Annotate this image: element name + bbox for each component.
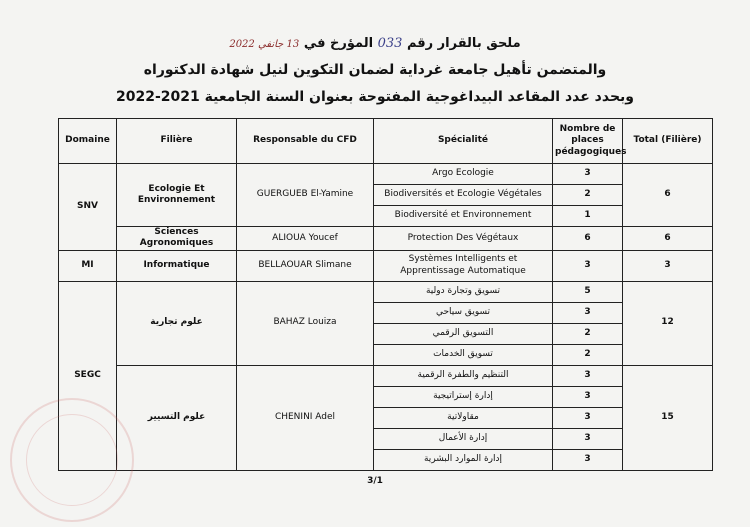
specialite-cell: إدارة إستراتيجية — [374, 386, 553, 407]
specialite-cell: إدارة الأعمال — [374, 428, 553, 449]
annex-label: ملحق بالقرار رقم — [406, 36, 521, 51]
col-domaine: Domaine — [59, 119, 117, 164]
places-cell: 2 — [553, 185, 623, 206]
places-cell: 1 — [553, 206, 623, 227]
total-cell: 6 — [623, 227, 713, 251]
total-cell: 12 — [623, 281, 713, 365]
col-responsable: Responsable du CFD — [237, 119, 374, 164]
specialite-cell: Argo Ecologie — [374, 164, 553, 185]
places-cell: 6 — [553, 227, 623, 251]
col-places: Nombre de places pédagogiques — [553, 119, 623, 164]
col-total: Total (Filière) — [623, 119, 713, 164]
doctoral-places-table — [58, 118, 713, 471]
domaine-cell: SEGC — [59, 281, 117, 470]
header-line-3: وبحدد عدد المقاعد البيداغوجية المفتوحة بعنوان السنة الجامعية 2021-2022 — [115, 89, 634, 105]
filiere-cell: Informatique — [117, 250, 237, 281]
responsable-cell: GUERGUEB El-Yamine — [237, 164, 374, 227]
places-cell: 3 — [553, 428, 623, 449]
places-cell: 3 — [553, 164, 623, 185]
page-number: 3/1 — [367, 476, 383, 486]
places-cell: 3 — [553, 449, 623, 470]
header-line-2: والمتضمن تأهيل جامعة غرداية لضمان التكوين لنيل شهادة الدكتوراه — [143, 62, 607, 78]
table-row — [59, 281, 713, 302]
places-cell: 2 — [553, 344, 623, 365]
decision-number: 033 — [377, 36, 403, 51]
responsable-cell: CHENINI Adel — [237, 365, 374, 470]
header-line-1 — [0, 36, 750, 51]
table-row — [59, 250, 713, 281]
total-cell: 3 — [623, 250, 713, 281]
specialite-cell: إدارة الموارد البشرية — [374, 449, 553, 470]
official-seal — [10, 398, 134, 522]
specialite-cell: Protection Des Végétaux — [374, 227, 553, 251]
dated-label: المؤرخ في — [303, 36, 374, 51]
col-filiere: Filière — [117, 119, 237, 164]
specialite-cell: مقاولاتية — [374, 407, 553, 428]
filiere-cell: علوم تجارية — [117, 281, 237, 365]
filiere-cell: Ecologie Et Environnement — [117, 164, 237, 227]
domaine-cell: MI — [59, 250, 117, 281]
places-cell: 3 — [553, 250, 623, 281]
filiere-cell: علوم التسيير — [117, 365, 237, 470]
places-cell: 2 — [553, 323, 623, 344]
responsable-cell: BELLAOUAR Slimane — [237, 250, 374, 281]
table-row — [59, 164, 713, 185]
places-cell: 3 — [553, 365, 623, 386]
total-cell: 6 — [623, 164, 713, 227]
specialite-cell: تسويق الخدمات — [374, 344, 553, 365]
table-row — [59, 227, 713, 251]
places-cell: 3 — [553, 407, 623, 428]
specialite-cell: Systèmes Intelligents et Apprentissage Automatique — [374, 250, 553, 281]
places-cell: 3 — [553, 302, 623, 323]
responsable-cell: ALIOUA Youcef — [237, 227, 374, 251]
table-row — [59, 365, 713, 386]
specialite-cell: Biodiversités et Ecologie Végétales — [374, 185, 553, 206]
col-specialite: Spécialité — [374, 119, 553, 164]
specialite-cell: Biodiversité et Environnement — [374, 206, 553, 227]
specialite-cell: تسويق وتجارة دولية — [374, 281, 553, 302]
specialite-cell: تسويق سياحي — [374, 302, 553, 323]
decision-date: 13 جانفي 2022 — [229, 39, 300, 50]
places-cell: 3 — [553, 386, 623, 407]
responsable-cell: BAHAZ Louiza — [237, 281, 374, 365]
total-cell: 15 — [623, 365, 713, 470]
places-cell: 5 — [553, 281, 623, 302]
filiere-cell: Sciences Agronomiques — [117, 227, 237, 251]
domaine-cell: SNV — [59, 164, 117, 251]
table-header-row — [59, 119, 713, 164]
specialite-cell: التنظيم والطفرة الرقمية — [374, 365, 553, 386]
specialite-cell: التسويق الرقمي — [374, 323, 553, 344]
